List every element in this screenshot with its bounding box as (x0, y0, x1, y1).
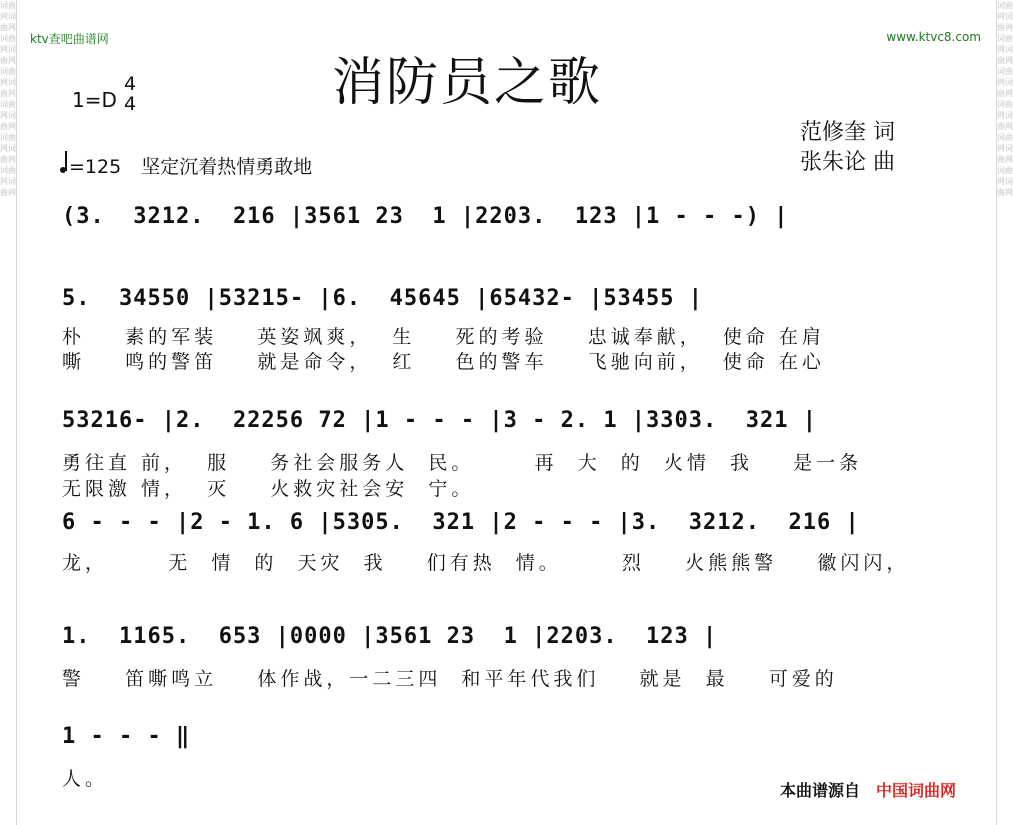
lyrics-line-6: 人。 (62, 768, 109, 790)
lyricist: 范修奎 词 (800, 120, 895, 145)
source-credit (780, 778, 956, 801)
lyrics-line-5: 警 笛嘶鸣立 体作战，一二三四 和平年代我们 就是 最 可爱的 (62, 668, 838, 690)
source-site-link[interactable]: 中国词曲网 (876, 781, 957, 800)
notation-line-4: 6 - - - |2 - 1. 6 |5305. 321 |2 - - - |3. 3212. 216 | (62, 510, 860, 535)
credits (800, 118, 895, 178)
side-watermark-right: 词曲网词曲网词曲网词曲网词曲网词曲网词曲网词曲网词曲网词曲网词曲网词曲网 (996, 0, 1013, 825)
time-bottom: 4 (124, 93, 137, 115)
tempo-line (60, 152, 312, 179)
side-watermark-left: 词曲网词曲网词曲网词曲网词曲网词曲网词曲网词曲网词曲网词曲网词曲网词曲网 (0, 0, 17, 825)
lyrics-line-3b: 无限激 情， 灭 火救灾社会安 宁。 (62, 478, 475, 500)
notation-line-5: 1. 1165. 653 |0000 |3561 23 1 |2203. 123 | (62, 624, 718, 649)
song-title: 消防员之歌 (332, 53, 603, 113)
notation-line-1: (3. 3212. 216 |3561 23 1 |2203. 123 |1 - - -) | (62, 204, 789, 229)
composer: 张朱论 曲 (800, 150, 895, 175)
lyrics-line-4: 龙， 无 情 的 天灾 我 们有热 情。 烈 火熊熊警 徽闪闪， (62, 552, 910, 574)
expression-text: 坚定沉着热情勇敢地 (141, 156, 313, 178)
source-label: 本曲谱源自 (780, 781, 861, 800)
quarter-note-icon (60, 167, 66, 173)
lyrics-line-3a: 勇往直 前， 服 务社会服务人 民。 再 大 的 火情 我 是一条 (62, 452, 863, 474)
watermark-right: www.ktvc8.com (886, 30, 981, 44)
notation-line-3: 53216- |2. 22256 72 |1 - - - |3 - 2. 1 |3303. 321 | (62, 408, 817, 433)
key-signature: 1=D (72, 88, 117, 112)
lyrics-line-2a: 朴 素的军装 英姿飒爽， 生 死的考验 忠诚奉献， 使命 在肩 (62, 326, 825, 348)
notation-line-6: 1 - - - ‖ (62, 724, 191, 749)
lyrics-line-2b: 嘶 鸣的警笛 就是命令， 红 色的警车 飞驰向前， 使命 在心 (62, 351, 825, 373)
time-top: 4 (124, 73, 137, 95)
notation-line-2: 5. 34550 |53215- |6. 45645 |65432- |53455 | (62, 286, 704, 311)
tempo-value: =125 (69, 156, 122, 178)
time-signature (124, 74, 136, 114)
watermark-left: ktv查吧曲谱网 (30, 32, 109, 46)
